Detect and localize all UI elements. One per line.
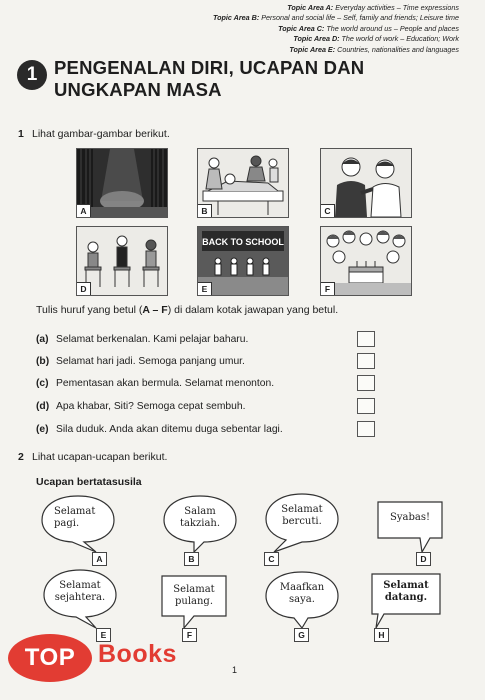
- bubble-d-shape: [376, 500, 448, 554]
- section-heading-ucapan: Ucapan bertatasusila: [36, 476, 142, 488]
- question-1d: (d) Apa khabar, Siti? Semoga cepat sembuh.: [36, 401, 246, 412]
- picture-b-hospital: [197, 148, 289, 218]
- bubble-e-text: Selamat sejahtera.: [54, 580, 106, 603]
- topic-areas: [159, 3, 459, 55]
- picture-c-letter: C: [321, 204, 335, 217]
- bubble-g-text: Maafkan saya.: [279, 582, 325, 605]
- question-1b: (b) Selamat hari jadi. Semoga panjang umur.: [36, 356, 245, 367]
- topbooks-logo-oval: TOP: [8, 634, 92, 682]
- topbooks-watermark: [8, 634, 198, 684]
- picture-e-letter: E: [198, 282, 212, 295]
- question-1-prompt: 1 Lihat gambar-gambar berikut.: [18, 128, 170, 140]
- bubble-b: [160, 494, 240, 566]
- topic-area-d: Topic Area D: The world of work – Education; Work: [293, 34, 459, 44]
- picture-c-greeting: [320, 148, 412, 218]
- chapter-number-badge: 1: [17, 60, 47, 90]
- answer-box-d[interactable]: [357, 398, 375, 414]
- bubble-b-text: Salam takziah.: [179, 506, 221, 529]
- topbooks-logo-text: Books: [98, 640, 177, 668]
- bubble-f-letter: F: [182, 628, 197, 642]
- page-number: 1: [232, 665, 238, 675]
- chapter-title: PENGENALAN DIRI, UCAPAN DAN UNGKAPAN MASA: [54, 57, 365, 100]
- topic-area-b: Topic Area B: Personal and social life – Self, family and friends; Leisure time: [213, 13, 459, 23]
- bubble-e-letter: E: [96, 628, 111, 642]
- bubble-f-text: Selamat pulang.: [173, 584, 215, 607]
- bubble-g: [262, 570, 342, 642]
- question-2-prompt: 2 Lihat ucapan-ucapan berikut.: [18, 451, 168, 463]
- bubble-a-text: Selamat pagi.: [54, 506, 96, 529]
- picture-b-letter: B: [198, 204, 212, 217]
- picture-d-interview: [76, 226, 168, 296]
- bubble-c-letter: C: [264, 552, 279, 566]
- answer-box-a[interactable]: [357, 331, 375, 347]
- bubble-d-text: Syabas!: [390, 512, 430, 523]
- picture-a-letter: A: [77, 204, 91, 217]
- topic-area-e: Topic Area E: Countries, nationalities and languages: [289, 44, 459, 54]
- question-1-instruction: Tulis huruf yang betul (A – F) di dalam kotak jawapan yang betul.: [36, 304, 339, 316]
- back-to-school-banner: BACK TO SCHOOL: [202, 237, 284, 247]
- bubble-c-text: Selamat bercuti.: [281, 504, 323, 527]
- answer-box-e[interactable]: [357, 421, 375, 437]
- bubble-h-letter: H: [374, 628, 389, 642]
- question-1a: (a) Selamat berkenalan. Kami pelajar baharu.: [36, 334, 249, 345]
- bubble-f: [160, 574, 230, 642]
- bubble-d: [376, 500, 448, 566]
- bubble-h-text: Selamat datang.: [383, 580, 429, 603]
- bubble-d-letter: D: [416, 552, 431, 566]
- topic-area-a: Topic Area A: Everyday activities – Time expressions: [287, 3, 459, 12]
- bubble-c: [262, 492, 342, 566]
- picture-f-birthday: [320, 226, 412, 296]
- bubble-e: [40, 568, 120, 642]
- topic-area-c: Topic Area C: The world around us – People and places: [278, 23, 459, 33]
- picture-f-letter: F: [321, 282, 335, 295]
- bubble-a: [40, 494, 116, 566]
- bubble-a-letter: A: [92, 552, 107, 566]
- question-1e: (e) Sila duduk. Anda akan ditemu duga sebentar lagi.: [36, 424, 283, 435]
- bubble-b-letter: B: [184, 552, 199, 566]
- bubble-h: [370, 572, 444, 642]
- bubble-g-letter: G: [294, 628, 309, 642]
- answer-box-b[interactable]: [357, 353, 375, 369]
- picture-a-stage: [76, 148, 168, 218]
- picture-e-school: [197, 226, 289, 296]
- answer-box-c[interactable]: [357, 375, 375, 391]
- picture-d-letter: D: [77, 282, 91, 295]
- question-1c: (c) Pementasan akan bermula. Selamat menonton.: [36, 378, 275, 389]
